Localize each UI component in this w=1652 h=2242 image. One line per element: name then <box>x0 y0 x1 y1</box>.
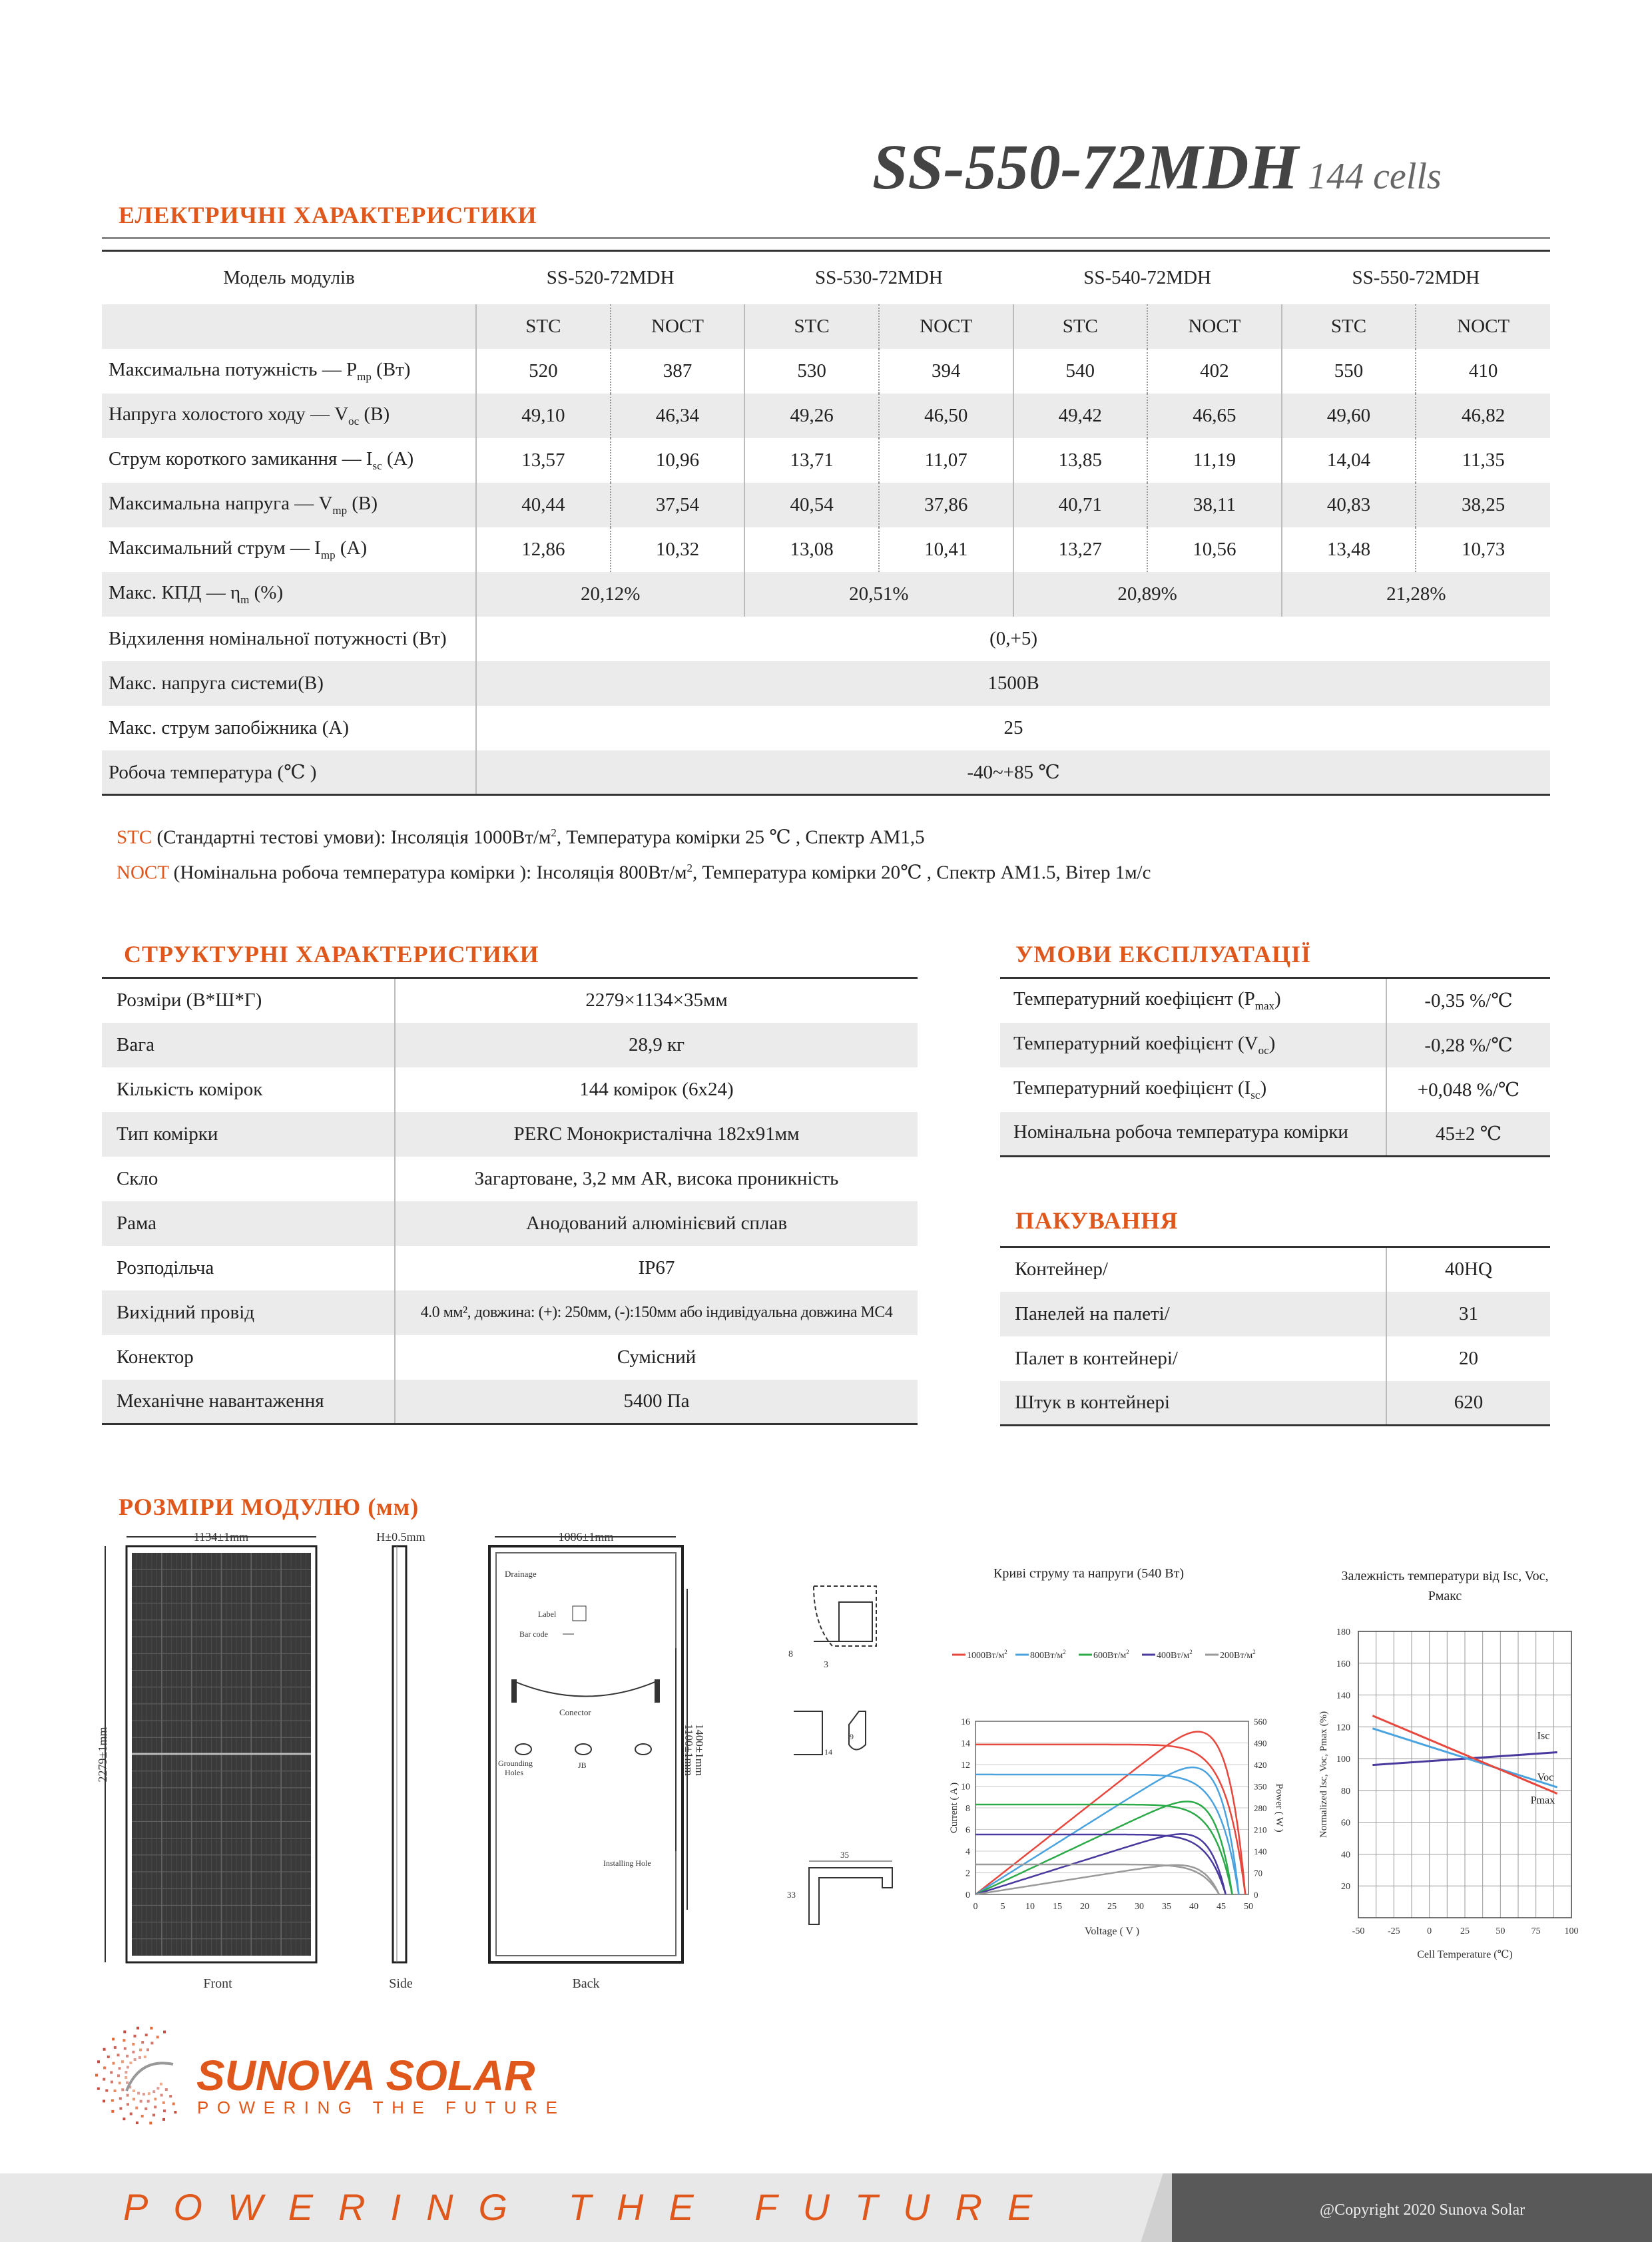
legend-label: $600Вт/м^2$ <box>1093 1649 1129 1661</box>
table-value: +0,048 %/℃ <box>1386 1067 1550 1112</box>
y-tick: 14 <box>961 1739 970 1749</box>
y2-tick: 490 <box>1254 1738 1267 1749</box>
table-row <box>102 1246 918 1290</box>
module-drawings <box>93 1525 959 1991</box>
table-value: -0,35 %/℃ <box>1386 978 1550 1023</box>
table-value: 31 <box>1386 1292 1550 1336</box>
table-row <box>1000 1381 1550 1426</box>
table-value: 10,32 <box>611 527 745 572</box>
table-value: 40,54 <box>744 483 879 527</box>
table-value: 12,86 <box>476 527 611 572</box>
table-value: 21,28% <box>1282 572 1550 617</box>
svg-text:9: 9 <box>850 1732 854 1741</box>
row-label: Конектор <box>117 1346 194 1368</box>
condition-spacer <box>102 304 476 349</box>
row-label: Макс. струм запобіжника (А) <box>109 716 350 738</box>
table-value: 11,07 <box>879 438 1013 483</box>
svg-text:Grounding: Grounding <box>498 1759 533 1768</box>
dimensions-title: РОЗМІРИ МОДУЛЮ (мм) <box>119 1494 419 1520</box>
table-value: 37,54 <box>611 483 745 527</box>
model-title: SS-550-72MDH 144 cells <box>872 131 1442 202</box>
table-row <box>1000 978 1550 1023</box>
table-row <box>102 349 1550 394</box>
table-value: 49,42 <box>1013 394 1148 438</box>
svg-text:3: 3 <box>824 1660 828 1670</box>
row-label: Максимальна напруга — $V_{mp}$ (В) <box>102 483 476 527</box>
front-width-dim: 1134±1mm <box>193 1530 249 1543</box>
table-row <box>102 617 1550 661</box>
table-row <box>102 438 1550 483</box>
x-tick: 50 <box>1496 1926 1506 1936</box>
side-h-dim: H±0.5mm <box>376 1530 425 1543</box>
table-row <box>102 706 1550 750</box>
svg-text:33: 33 <box>787 1890 796 1900</box>
structural-table <box>102 977 918 1425</box>
table-value: PERC Монокристалічна 182x91мм <box>395 1112 918 1157</box>
y-tick: 160 <box>1336 1659 1350 1669</box>
table-value: 1500В <box>476 661 1550 706</box>
y-tick: 0 <box>965 1890 970 1900</box>
row-label: Максимальний струм — $I_{mp}$ (А) <box>109 537 368 561</box>
row-label: Температурний коефіцієнт $(V_{oc})$ <box>1000 1023 1386 1067</box>
svg-text:1400±1mm: 1400±1mm <box>693 1723 706 1777</box>
row-label: Рама <box>102 1201 395 1246</box>
series-label: Voc <box>1537 1772 1554 1784</box>
x-axis-label: Cell Temperature (℃) <box>1417 1949 1513 1960</box>
table-value: 520 <box>476 349 611 394</box>
table-value: 13,48 <box>1282 527 1416 572</box>
table-value: 13,08 <box>744 527 879 572</box>
table-value: 10,41 <box>879 527 1013 572</box>
x-axis-label: Voltage ( V ) <box>1084 1926 1140 1937</box>
table-value: 46,50 <box>879 394 1013 438</box>
x-tick: 40 <box>1189 1902 1199 1912</box>
svg-text:Drainage: Drainage <box>505 1569 537 1579</box>
x-tick: 15 <box>1053 1902 1062 1912</box>
table-row <box>102 1380 918 1424</box>
row-label: Штук в контейнері <box>1000 1381 1386 1426</box>
table-value: Загартоване, 3,2 мм AR, висока проникність <box>395 1157 918 1201</box>
row-label: Контейнер/ <box>1015 1259 1108 1280</box>
x-tick: -50 <box>1352 1926 1365 1936</box>
y2-tick: 560 <box>1254 1717 1267 1727</box>
y-axis-label: Normalized Isc, Voc, Pmax (%) <box>1318 1711 1329 1838</box>
table-value: 38,11 <box>1147 483 1282 527</box>
table-value: 37,86 <box>879 483 1013 527</box>
title-rule <box>102 237 1550 239</box>
table-row <box>1000 1023 1550 1067</box>
condition-header: NOCT <box>879 304 1013 349</box>
table-value: 11,35 <box>1416 438 1550 483</box>
table-value: 46,82 <box>1416 394 1550 438</box>
y2-tick: 0 <box>1254 1890 1258 1900</box>
table-row <box>1000 1067 1550 1112</box>
table-value: 20,89% <box>1013 572 1282 617</box>
temp-chart <box>1308 1618 1579 1960</box>
table-value: 144 комірок (6x24) <box>395 1067 918 1112</box>
row-label: Макс. КПД — $\eta_m$ (%) <box>102 572 476 617</box>
x-tick: 35 <box>1162 1902 1171 1912</box>
electrical-title: ЕЛЕКТРИЧНІ ХАРАКТЕРИСТИКИ <box>119 202 537 228</box>
table-value: 402 <box>1147 349 1282 394</box>
x-tick: 5 <box>1000 1902 1005 1912</box>
row-label: Робоча температура (℃ ) <box>102 750 476 795</box>
row-label: Тип комірки <box>102 1112 395 1157</box>
x-tick: 10 <box>1025 1902 1035 1912</box>
table-value: 49,10 <box>476 394 611 438</box>
table-row <box>102 978 918 1023</box>
y-tick: 20 <box>1341 1882 1350 1892</box>
brand-tagline: POWERING THE FUTURE <box>197 2098 566 2117</box>
x-tick: 25 <box>1107 1902 1117 1912</box>
table-value: 4.0 мм², довжина: (+): 250мм, (-):150мм або індивідуальна довжина MC4 <box>395 1290 918 1335</box>
power-curve <box>975 1802 1233 1895</box>
table-row <box>102 750 1550 795</box>
table-row <box>102 1112 918 1157</box>
y-tick: 12 <box>961 1761 970 1771</box>
row-label: Панелей на палеті/ <box>1000 1292 1386 1336</box>
series-label: Isc <box>1537 1730 1550 1742</box>
frame-detail-drawings <box>787 1586 892 1924</box>
cell-count: 144 cells <box>1308 156 1442 197</box>
model-name: SS-540-72MDH <box>1083 266 1211 288</box>
operating-table <box>1000 977 1550 1157</box>
x-tick: 100 <box>1564 1926 1579 1936</box>
condition-header: STC <box>476 304 611 349</box>
table-value: 40HQ <box>1386 1247 1550 1292</box>
svg-text:Conector: Conector <box>559 1707 591 1717</box>
y-tick: 40 <box>1341 1850 1350 1860</box>
table-value: 46,65 <box>1147 394 1282 438</box>
y-tick: 2 <box>965 1868 970 1879</box>
table-value: 13,57 <box>476 438 611 483</box>
y2-tick: 420 <box>1254 1760 1267 1770</box>
table-value: 550 <box>1282 349 1416 394</box>
legend-label: $800Вт/м^2$ <box>1030 1649 1066 1661</box>
row-label: Розміри (В*Ш*Г) <box>117 989 262 1011</box>
y2-tick: 280 <box>1254 1803 1267 1813</box>
y-tick: 180 <box>1336 1627 1350 1637</box>
table-row <box>102 1157 918 1201</box>
operating-title: УМОВИ ЕКСПЛУАТАЦІЇ <box>1015 941 1312 968</box>
table-value: Сумісний <box>395 1335 918 1380</box>
table-value: 10,73 <box>1416 527 1550 572</box>
svg-text:Bar code: Bar code <box>519 1629 548 1639</box>
y-axis-label: Current ( A ) <box>949 1782 960 1834</box>
back-label: Back <box>572 1976 600 1991</box>
table-value: 387 <box>611 349 745 394</box>
x-tick: 75 <box>1531 1926 1541 1936</box>
current-curve <box>975 1805 1233 1894</box>
table-value: 40,71 <box>1013 483 1148 527</box>
table-value: (0,+5) <box>476 617 1550 661</box>
x-tick: 50 <box>1244 1902 1253 1912</box>
table-value: 20,51% <box>744 572 1013 617</box>
test-conditions-note: STC (Стандартні тестові умови): Інсоляція $1000Вт/м^2$, Температура комірки 25 ℃ , Спектр AM1,5 NOCT (Номінальна робоча температура комірки ): Інсоляція $800Вт/м^2$, Температура комірки 20℃ , Спектр AM1.5, Вітер 1м/с <box>117 826 1151 884</box>
y-tick: 120 <box>1336 1723 1350 1733</box>
x-tick: 30 <box>1135 1902 1144 1912</box>
table-value: 20 <box>1386 1336 1550 1381</box>
x-tick: 0 <box>973 1902 978 1912</box>
table-value: 25 <box>476 706 1550 750</box>
y2-tick: 70 <box>1254 1868 1262 1878</box>
svg-text:Installing Hole: Installing Hole <box>603 1858 651 1868</box>
table-value: -0,28 %/℃ <box>1386 1023 1550 1067</box>
table-row <box>102 394 1550 438</box>
table-value: 620 <box>1386 1381 1550 1426</box>
iv-chart <box>939 1641 1292 1948</box>
footer-slogan: POWERING THE FUTURE <box>123 2186 1058 2228</box>
table-value: 10,96 <box>611 438 745 483</box>
power-curve <box>975 1732 1245 1894</box>
table-value: 2279×1134×35мм <box>395 978 918 1023</box>
table-value: 530 <box>744 349 879 394</box>
table-value: 10,56 <box>1147 527 1282 572</box>
svg-text:1100±1mm: 1100±1mm <box>683 1724 695 1776</box>
y-tick: 4 <box>965 1847 970 1857</box>
iv-chart-title: Криві струму та напруги (540 Вт) <box>993 1566 1184 1581</box>
table-row <box>102 1067 918 1112</box>
current-curve <box>975 1745 1245 1894</box>
svg-text:8: 8 <box>788 1649 793 1659</box>
packaging-title: ПАКУВАННЯ <box>1015 1207 1179 1234</box>
svg-text:JB: JB <box>578 1761 587 1770</box>
condition-header: STC <box>744 304 879 349</box>
back-width-dim: 1086±1mm <box>558 1530 614 1543</box>
table-value: IP67 <box>395 1246 918 1290</box>
row-label: Розподільча <box>117 1257 214 1278</box>
table-value: 45±2 ℃ <box>1386 1112 1550 1157</box>
model-name: SS-520-72MDH <box>546 266 675 288</box>
condition-header: STC <box>1282 304 1416 349</box>
condition-header: NOCT <box>1147 304 1282 349</box>
y-tick: 6 <box>965 1825 970 1836</box>
x-tick: 45 <box>1217 1902 1226 1912</box>
table-value: 14,04 <box>1282 438 1416 483</box>
x-tick: -25 <box>1387 1926 1400 1936</box>
current-curve <box>975 1864 1219 1894</box>
table-row <box>102 1290 918 1335</box>
legend-label: $200Вт/м^2$ <box>1220 1649 1256 1661</box>
legend-label: $1000Вт/м^2$ <box>967 1649 1007 1661</box>
row-label: Кількість комірок <box>117 1078 263 1100</box>
x-tick: 25 <box>1460 1926 1470 1936</box>
side-view <box>376 1530 425 1991</box>
row-label: Відхилення номінальної потужності (Вт) <box>109 627 447 649</box>
x-tick: 0 <box>1427 1926 1432 1936</box>
y2-tick: 140 <box>1254 1846 1267 1856</box>
model-name: SS-530-72MDH <box>815 266 943 288</box>
electrical-table <box>102 250 1550 796</box>
row-label: Температурний коефіцієнт $(I_{sc})$ <box>1013 1077 1267 1101</box>
table-value: 13,71 <box>744 438 879 483</box>
row-label: Вихідний провід <box>102 1290 395 1335</box>
legend-label: $400Вт/м^2$ <box>1157 1649 1193 1661</box>
table-value: 410 <box>1416 349 1550 394</box>
row-label: Скло <box>117 1167 158 1189</box>
row-label: Максимальна потужність — $P_{mp}$ (Вт) <box>109 358 411 383</box>
row-label: Напруга холостого ходу — $V_{oc}$ (В) <box>102 394 476 438</box>
table-row <box>1000 1112 1550 1157</box>
table-row <box>102 527 1550 572</box>
table-value: 13,85 <box>1013 438 1148 483</box>
y-tick: 60 <box>1341 1818 1350 1828</box>
table-row <box>102 572 1550 617</box>
table-value: 13,27 <box>1013 527 1148 572</box>
table-row <box>1000 1247 1550 1292</box>
power-curve <box>975 1865 1219 1894</box>
copyright: @Copyright 2020 Sunova Solar <box>1320 2201 1525 2219</box>
table-value: 46,34 <box>611 394 745 438</box>
table-row <box>102 1023 918 1067</box>
table-row <box>1000 1292 1550 1336</box>
table-value: 20,12% <box>476 572 744 617</box>
table-value: 40,44 <box>476 483 611 527</box>
condition-header: NOCT <box>611 304 745 349</box>
svg-text:14: 14 <box>824 1747 832 1757</box>
y2-tick: 350 <box>1254 1781 1267 1792</box>
structural-title: СТРУКТУРНІ ХАРАКТЕРИСТИКИ <box>124 941 539 968</box>
svg-text:Label: Label <box>538 1609 557 1619</box>
table-value: 40,83 <box>1282 483 1416 527</box>
row-label: Вага <box>102 1023 395 1067</box>
condition-header: STC <box>1013 304 1148 349</box>
y2-tick: 210 <box>1254 1824 1267 1835</box>
row-label: Номінальна робоча температура комірки <box>1000 1112 1386 1157</box>
row-label: Палет в контейнері/ <box>1015 1347 1178 1369</box>
table-value: 394 <box>879 349 1013 394</box>
model-name: SS-550-72MDH <box>1352 266 1480 288</box>
svg-text:Holes: Holes <box>505 1768 523 1777</box>
side-label: Side <box>389 1976 413 1991</box>
y2-axis-label: Power ( W ) <box>1274 1783 1284 1832</box>
table-row <box>102 1201 918 1246</box>
table-value: 49,26 <box>744 394 879 438</box>
x-tick: 20 <box>1080 1902 1089 1912</box>
packaging-table <box>1000 1246 1550 1426</box>
y-tick: 10 <box>961 1782 970 1793</box>
row-label: Механічне навантаження <box>102 1380 395 1424</box>
brand-name: SUNOVA SOLAR <box>196 2052 535 2100</box>
row-label: Температурний коефіцієнт $(P_{max})$ <box>1013 988 1281 1013</box>
row-label: Макс. напруга системи(В) <box>102 661 476 706</box>
y-tick: 100 <box>1336 1755 1350 1765</box>
y-tick: 8 <box>965 1804 970 1814</box>
front-label: Front <box>203 1976 232 1991</box>
table-value: 11,19 <box>1147 438 1282 483</box>
table-value: 540 <box>1013 349 1148 394</box>
back-view <box>489 1530 706 1991</box>
y-tick: 16 <box>961 1717 970 1727</box>
table-row <box>1000 1336 1550 1381</box>
series-label: Pmax <box>1530 1795 1555 1807</box>
table-value: 49,60 <box>1282 394 1416 438</box>
svg-text:35: 35 <box>840 1850 849 1860</box>
table-value: 28,9 кг <box>395 1023 918 1067</box>
table-row <box>102 1335 918 1380</box>
temp-chart-title: Залежність температури від Isc, Voc, Pмакс <box>1341 1569 1549 1603</box>
front-view <box>96 1530 316 1991</box>
table-value: Анодований алюмінієвий сплав <box>395 1201 918 1246</box>
row-label: Струм короткого замикання — $I_{sc}$ (А) <box>109 447 414 472</box>
table-value: -40~+85 ℃ <box>476 750 1550 795</box>
table-value: 38,25 <box>1416 483 1550 527</box>
sunova-logo-icon <box>100 2028 186 2121</box>
front-height-dim: 2279±1mm <box>96 1727 109 1783</box>
table-row <box>102 661 1550 706</box>
table-row <box>102 483 1550 527</box>
condition-header: NOCT <box>1416 304 1550 349</box>
y-tick: 80 <box>1341 1786 1350 1797</box>
table-value: 5400 Па <box>395 1380 918 1424</box>
y-tick: 140 <box>1336 1691 1350 1701</box>
model-header-label: Модель модулів <box>223 266 355 288</box>
